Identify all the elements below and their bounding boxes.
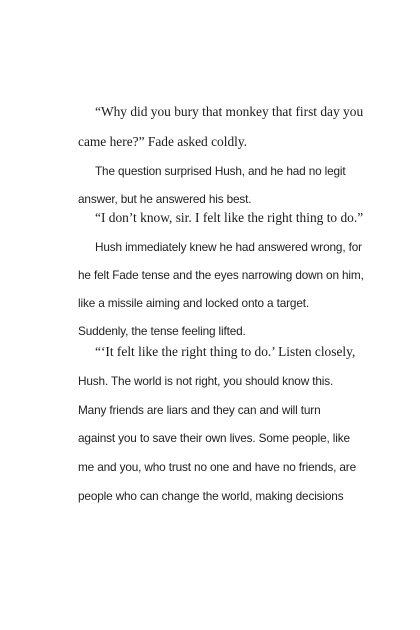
text-line: “‘It felt like the right thing to do.’ Listen closely, (95, 344, 356, 359)
text-line: came here?” Fade asked coldly. (78, 134, 248, 149)
text-line: “I don’t know, sir. I felt like the right thing to do.” (95, 210, 364, 225)
text-line: “Why did you bury that monkey that first day you (95, 104, 364, 119)
text-line: me and you, who trust no one and have no friends, are (78, 460, 356, 474)
text-line: The question surprised Hush, and he had no legit (95, 164, 346, 178)
text-line: he felt Fade tense and the eyes narrowing down on him, (78, 268, 364, 282)
text-line: Many friends are liars and they can and will turn (78, 403, 321, 417)
text-line: Hush. The world is not right, you should know this. (78, 374, 334, 388)
text-line: answer, but he answered his best. (78, 192, 252, 206)
text-line: against you to save their own lives. Some people, like (78, 431, 350, 445)
text-line: Suddenly, the tense feeling lifted. (78, 324, 246, 338)
text-line: Hush immediately knew he had answered wrong, for (95, 240, 362, 254)
text-line: like a missile aiming and locked onto a target. (78, 296, 309, 310)
text-line: people who can change the world, making decisions (78, 489, 344, 503)
